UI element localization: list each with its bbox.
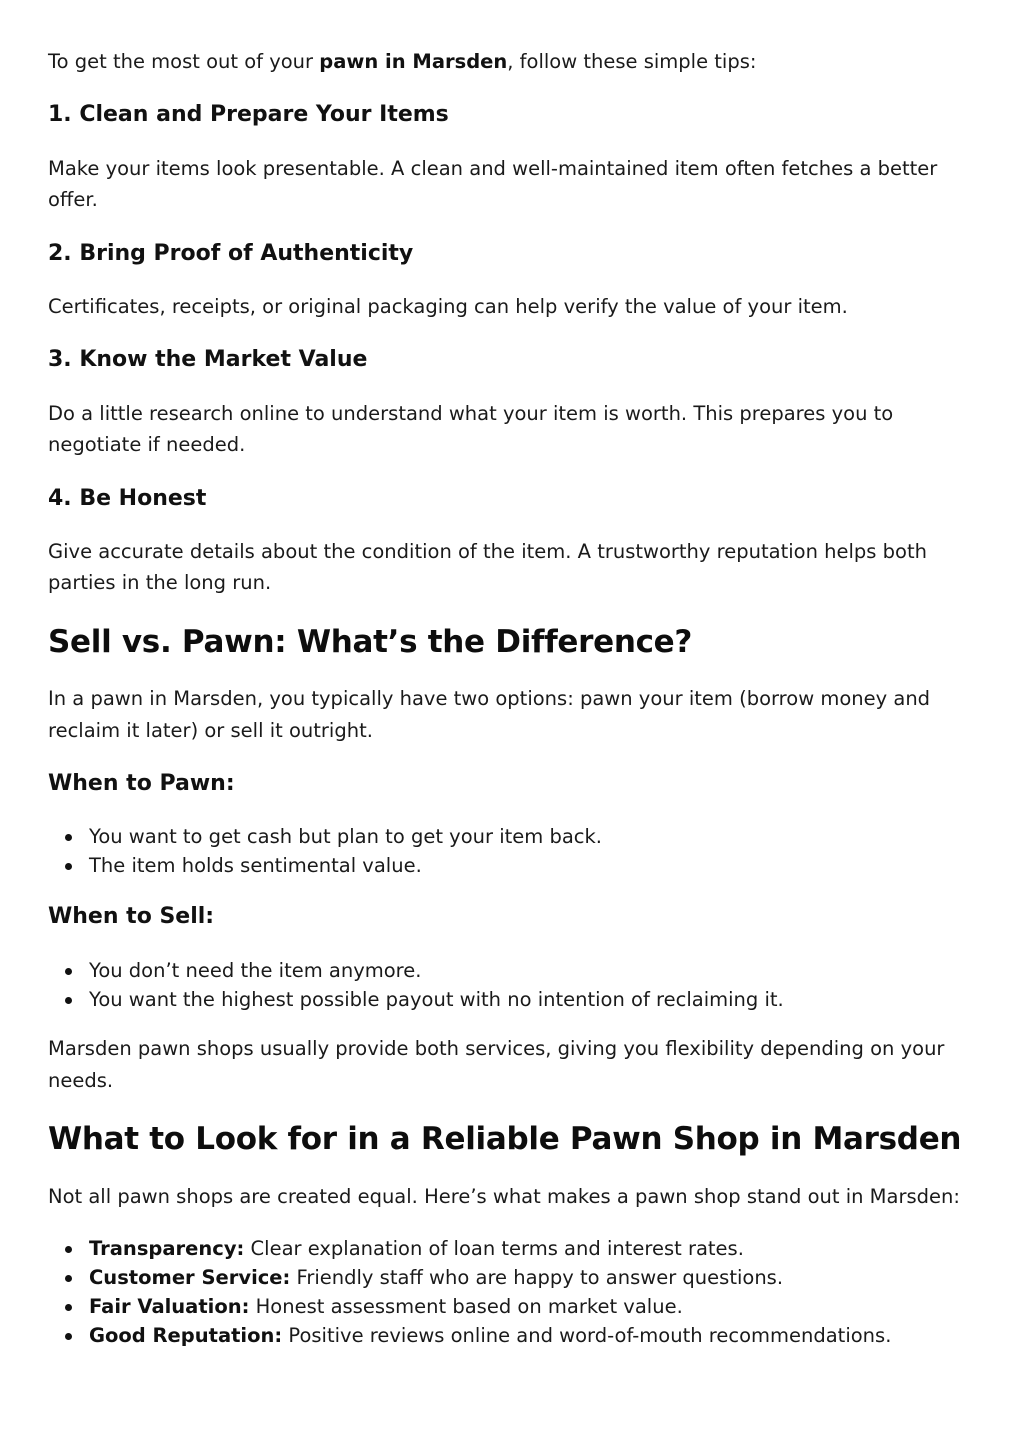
intro-text-end: , follow these simple tips: [507,50,757,73]
list-item: Transparency: Clear explanation of loan terms and interest rates. [48,1234,891,1263]
list-item: You don’t need the item anymore. [48,956,784,985]
sell-vs-pawn-closing-line-2: needs. [48,1069,114,1092]
tip-1-heading: 1. Clean and Prepare Your Items [48,102,449,127]
intro-keyword: pawn in Marsden [319,50,508,73]
tip-3-line-2: negotiate if needed. [48,433,246,456]
list-item: Customer Service: Friendly staff who are happy to answer questions. [48,1263,891,1292]
list-item: Fair Valuation: Honest assessment based on market value. [48,1292,891,1321]
intro-paragraph [48,46,756,77]
tip-2-line-1: Certificates, receipts, or original packaging can help verify the value of your item. [48,295,848,318]
tip-2-heading: 2. Bring Proof of Authenticity [48,241,414,266]
sell-vs-pawn-heading: Sell vs. Pawn: What’s the Difference? [48,624,693,660]
when-to-pawn-heading: When to Pawn: [48,771,235,796]
list-item: You want the highest possible payout with no intention of reclaiming it. [48,985,784,1014]
bullet-icon [65,1304,72,1311]
when-to-sell-list [48,956,784,1014]
reliable-shop-intro: Not all pawn shops are created equal. Here’s what makes a pawn shop stand out in Marsden: [48,1185,960,1208]
reliable-shop-criteria-list [48,1234,891,1350]
tip-3-heading: 3. Know the Market Value [48,347,368,372]
when-to-sell-heading: When to Sell: [48,904,215,929]
list-item: The item holds sentimental value. [48,851,602,880]
tip-4-heading: 4. Be Honest [48,486,207,511]
when-to-pawn-list [48,822,602,880]
sell-vs-pawn-closing-line-1: Marsden pawn shops usually provide both services, giving you flexibility depending on your [48,1037,945,1060]
reliable-shop-heading: What to Look for in a Reliable Pawn Shop in Marsden [48,1121,962,1157]
bullet-icon [65,997,72,1004]
sell-vs-pawn-intro-line-1: In a pawn in Marsden, you typically have two options: pawn your item (borrow money and [48,687,931,710]
bullet-icon [65,863,72,870]
tip-3-line-1: Do a little research online to understand what your item is worth. This prepares you to [48,402,894,425]
tip-1-line-2: offer. [48,188,98,211]
sell-vs-pawn-intro-line-2: reclaim it later) or sell it outright. [48,719,373,742]
intro-text-start: To get the most out of your [48,50,320,73]
bullet-icon [65,1275,72,1282]
list-item: You want to get cash but plan to get your item back. [48,822,602,851]
tip-4-line-2: parties in the long run. [48,571,272,594]
bullet-icon [65,968,72,975]
bullet-icon [65,834,72,841]
list-item: Good Reputation: Positive reviews online and word-of-mouth recommendations. [48,1321,891,1350]
tip-1-line-1: Make your items look presentable. A clean and well-maintained item often fetches a better [48,157,938,180]
bullet-icon [65,1246,72,1253]
tip-4-line-1: Give accurate details about the condition of the item. A trustworthy reputation helps both [48,540,927,563]
bullet-icon [65,1333,72,1340]
